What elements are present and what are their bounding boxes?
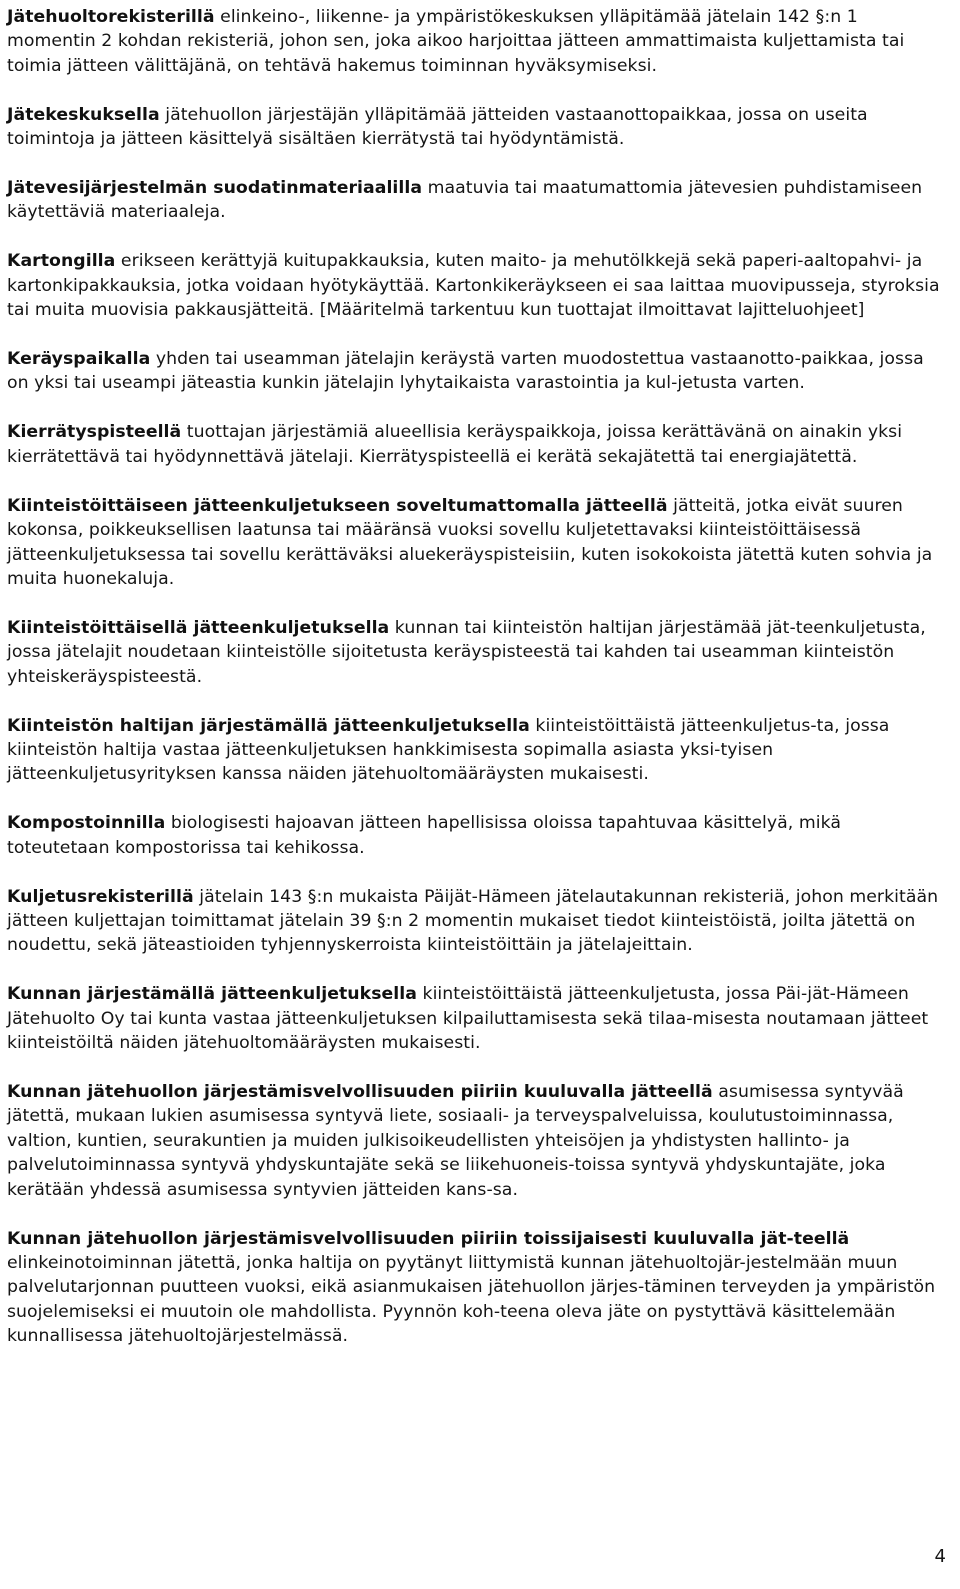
definition-entry [7, 5, 946, 78]
definition-entry [7, 420, 946, 469]
definition-term: Kompostoinnilla [7, 813, 166, 834]
definition-term: Kiinteistön haltijan järjestämällä jätteenkuljetuksella [7, 715, 530, 736]
definition-entry [7, 811, 946, 860]
definition-entry [7, 616, 946, 689]
page-number: 4 [934, 1545, 946, 1567]
definition-text: elinkeinotoiminnan jätettä, jonka haltija on pyytänyt liittymistä kunnan jätehuoltojär-jestelmään muun palvelutarjonnan puutteen vuoksi, eikä asianmukaisen jätehuollon järjes-täminen terveyden ja ympäristön suojelemiseksi ei muutoin ole mahdollista. Pyynnön koh-teena oleva jäte on pystyttävä käsittelemään kunnallisessa jätehuoltojärjestelmässä. [7, 1252, 936, 1347]
definition-text: kiinteistöittäistä jätteenkuljetus-ta, jossa kiinteistön haltija vastaa jätteenkuljetuksen hankkimisesta sopimalla asiasta yksi-tyisen jätteenkuljetusyrityksen kanssa näiden jätehuoltomääräysten mukaisesti. [7, 715, 890, 785]
definition-text: tuottajan järjestämiä alueellisia keräyspaikkoja, joissa kerättävänä on ainakin yksi kierrätettävä tai hyödynnettävä jätelaji. Kierrätyspisteellä ei kerätä sekajätettä tai energiajätettä. [7, 422, 903, 467]
definition-term: Kunnan järjestämällä jätteenkuljetuksella [7, 984, 417, 1005]
definitions-list [7, 5, 946, 1349]
definition-term: Kunnan jätehuollon järjestämisvelvollisuuden piiriin toissijaisesti kuuluvalla jät-teellä [7, 1228, 850, 1249]
definition-entry [7, 1080, 946, 1202]
definition-entry [7, 494, 946, 592]
definition-text: erikseen kerättyjä kuitupakkauksia, kuten maito- ja mehutölkkejä sekä paperi-aaltopahvi- ja kartonkipakkauksia, jotka voidaan hyötykäyttää. Kartonkikeräykseen ei saa laittaa muovipusseja, styroksia tai muita muovisia pakkausjätteitä. [Määritelmä tarkentuu kun tuottajat ilmoittavat lajitteluohjeet] [7, 251, 940, 321]
definition-term: Kiinteistöittäiseen jätteenkuljetukseen soveltumattomalla jätteellä [7, 495, 668, 516]
definition-term: Kartongilla [7, 251, 116, 272]
definition-term: Keräyspaikalla [7, 349, 151, 370]
definition-entry [7, 982, 946, 1055]
definition-term: Jätevesijärjestelmän suodatinmateriaalilla [7, 178, 423, 199]
definition-text: kiinteistöittäistä jätteenkuljetusta, jossa Päi-jät-Hämeen Jätehuolto Oy tai kunta vastaa jätteenkuljetuksen kilpailuttamisesta sekä tilaa-misesta noutamaan jätteet kiinteistöiltä näiden jätehuoltomääräysten mukaisesti. [7, 984, 929, 1054]
definition-entry [7, 347, 946, 396]
definition-entry [7, 1227, 946, 1349]
definition-text: elinkeino-, liikenne- ja ympäristökeskuksen ylläpitämää jätelain 142 §:n 1 momentin 2 kohdan rekisteriä, johon sen, joka aikoo harjoittaa jätteen ammattimaista kuljettamista tai toimia jätteen välittäjänä, on tehtävä hakemus toiminnan hyväksymiseksi. [7, 7, 905, 76]
definition-text: yhden tai useamman jätelajin keräystä varten muodostettua vastaanotto-paikkaa, jossa on yksi tai useampi jäteastia kunkin jätelajin lyhytaikaista varastointia ja kul-jetusta varten. [7, 349, 924, 394]
definition-term: Jätekeskuksella [7, 104, 160, 125]
definition-entry [7, 103, 946, 152]
definition-text: maatuvia tai maatumattomia jätevesien puhdistamiseen käytettäviä materiaaleja. [7, 178, 923, 223]
definition-text: kunnan tai kiinteistön haltijan järjestämää jät-teenkuljetusta, jossa jätelajit noudetaan kiinteistölle sijoitetusta keräyspisteestä tai kahden tai useamman kiinteistön yhteiskeräyspisteestä. [7, 617, 926, 687]
definition-term: Kuljetusrekisterillä [7, 886, 194, 907]
definition-text: jätteitä, jotka eivät suuren kokonsa, poikkeuksellisen laatunsa tai määränsä vuoksi sovellu kuljetettavaksi kiinteistöittäisessä jätteenkuljetuksessa tai sovellu kerättäväksi aluekeräyspisteisiin, kuten isokokoista jätettä kuten sohvia ja muita huonekaluja. [7, 495, 933, 589]
definition-text: biologisesti hajoavan jätteen hapellisissa oloissa tapahtuvaa käsittelyä, mikä toteutetaan kompostorissa tai kehikossa. [7, 813, 842, 858]
definition-term: Kiinteistöittäisellä jätteenkuljetuksella [7, 617, 390, 638]
definition-text: jätehuollon järjestäjän ylläpitämää jätteiden vastaanottopaikkaa, jossa on useita toimintoja ja jätteen käsittelyä sisältäen kierrätystä tai hyödyntämistä. [7, 104, 868, 150]
definition-term: Jätehuoltorekisterillä [7, 7, 215, 27]
definition-text: jätelain 143 §:n mukaista Päijät-Hämeen jätelautakunnan rekisteriä, johon merkitään jätteen kuljettajan toimittamat jätelain 39 §:n 2 momentin mukaiset tiedot kiinteistöistä, joilta jätettä on noudettu, sekä jäteastioiden tyhjennyskerroista kiinteistöittäin ja jätelajeittain. [7, 886, 939, 956]
definition-text: asumisessa syntyvää jätettä, mukaan lukien asumisessa syntyvä liete, sosiaali- ja terveyspalveluissa, koulutustoiminnassa, valtion, kuntien, seurakuntien ja muiden julkisoikeudellisten yhteisöjen ja yhdistysten hallinto- ja palvelutoiminnassa syntyvä yhdyskuntajäte sekä se liikehuoneis-toissa syntyvä yhdyskuntajäte, joka kerätään yhdessä asumisessa syntyvien jätteiden kans-sa. [7, 1082, 904, 1200]
definition-entry [7, 176, 946, 225]
definition-entry [7, 885, 946, 958]
definition-entry [7, 249, 946, 322]
definition-term: Kunnan jätehuollon järjestämisvelvollisuuden piiriin kuuluvalla jätteellä [7, 1082, 713, 1102]
definition-term: Kierrätyspisteellä [7, 422, 182, 443]
definition-entry [7, 714, 946, 787]
